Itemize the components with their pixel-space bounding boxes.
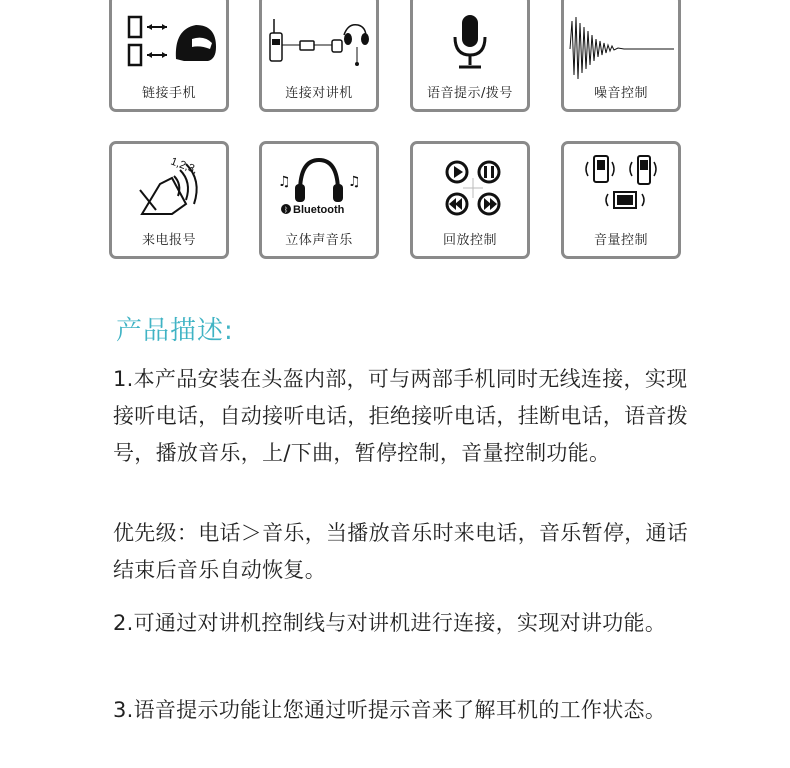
feature-label: 回放控制 — [442, 233, 497, 248]
description-paragraph: 1.本产品安装在头盔内部，可与两部手机同时无线连接，实现接听电话，自动接听电话，拒绝接听电话，挂断电话，语音拨号，播放音乐，上/下曲，暂停控制，音量控制功能。 — [113, 367, 689, 465]
feature-grid — [0, 0, 790, 270]
section-heading: 产品描述: — [116, 316, 234, 346]
feature-card-playback-control — [410, 141, 530, 259]
description-paragraph: 2.可通过对讲机控制线与对讲机进行连接，实现对讲功能。 — [113, 611, 667, 635]
feature-card-walkie-talkie — [259, 0, 379, 112]
description-paragraph: 3.语音提示功能让您通过听提示音来了解耳机的工作状态。 — [113, 698, 667, 722]
feature-label: 立体声音乐 — [285, 233, 353, 248]
music-note-icon: ♫ — [348, 174, 361, 190]
feature-label: 语音提示/拨号 — [427, 86, 513, 101]
feature-card-noise-control — [561, 0, 681, 112]
bluetooth-label: Bluetooth — [293, 204, 345, 216]
music-note-icon: ♫ — [278, 174, 291, 190]
feature-label: 音量控制 — [593, 233, 648, 248]
feature-card-stereo-music — [259, 141, 379, 259]
svg-text:ᛒ: ᛒ — [284, 206, 289, 214]
feature-card-phone-link — [109, 0, 229, 112]
feature-label: 噪音控制 — [593, 86, 648, 101]
feature-label: 来电报号 — [141, 233, 196, 248]
feature-label: 链接手机 — [141, 86, 196, 101]
description-paragraph: 优先级：电话＞音乐，当播放音乐时来电话，音乐暂停，通话结束后音乐自动恢复。 — [113, 521, 689, 582]
feature-card-caller-id — [109, 141, 229, 259]
feature-card-volume-control — [561, 141, 681, 259]
caller-digits: 1,2,3, — [168, 155, 199, 177]
feature-card-voice-prompt — [410, 0, 530, 112]
feature-label: 连接对讲机 — [285, 86, 353, 101]
